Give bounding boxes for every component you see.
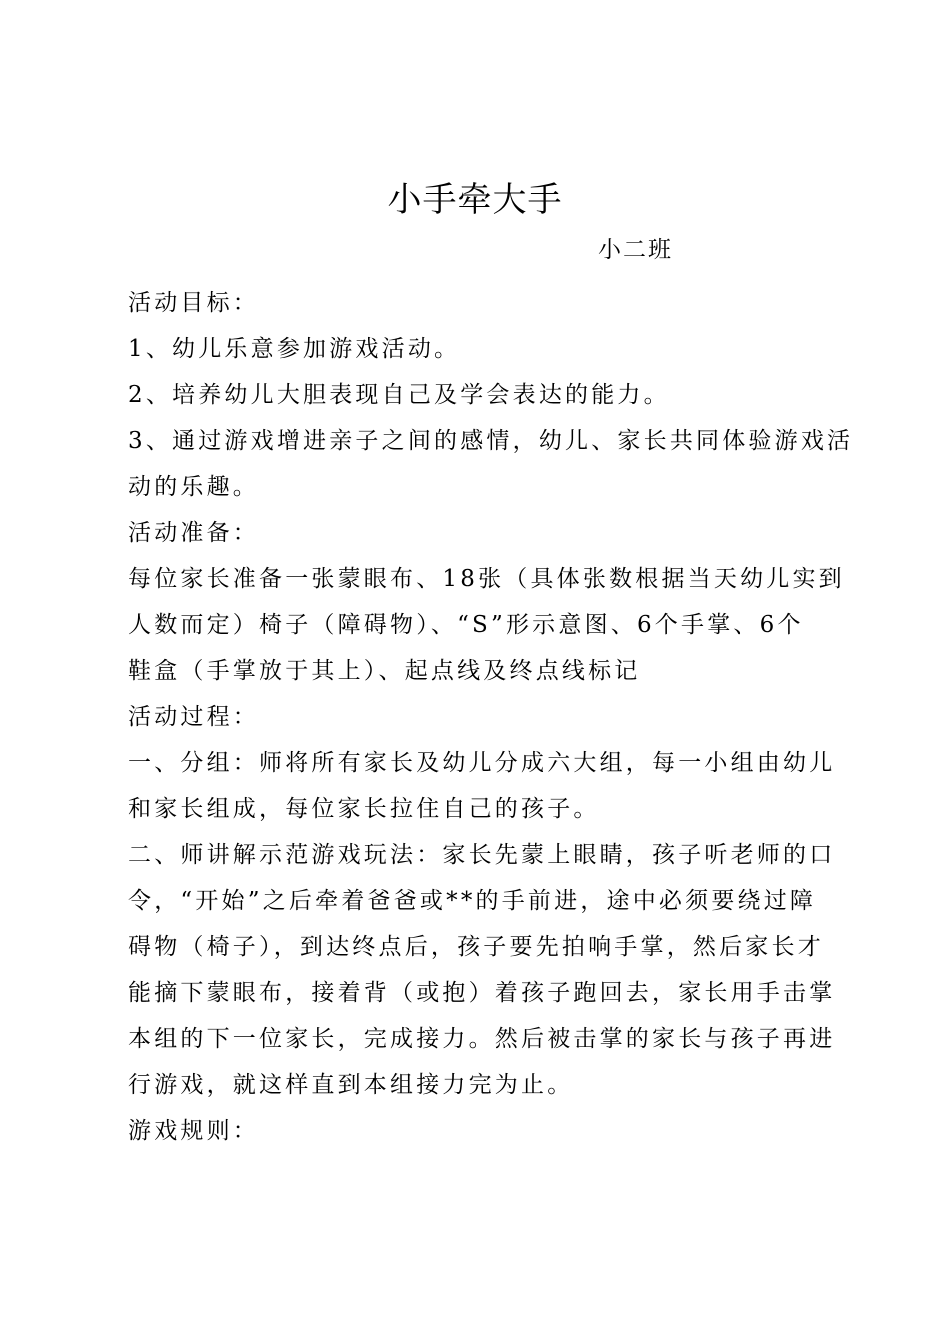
text-line: 2、培养幼儿大胆表现自己及学会表达的能力。 xyxy=(128,382,670,408)
text-line: 令，“开始”之后牵着爸爸或**的手前进，途中必须要绕过障 xyxy=(128,888,817,914)
text-line: 行游戏，就这样直到本组接力完为止。 xyxy=(128,1072,574,1098)
text-line: 碍物（椅子），到达终点后，孩子要先拍响手掌，然后家长才 xyxy=(128,934,824,960)
document-title: 小手牵大手 xyxy=(387,180,563,220)
document-body xyxy=(128,280,854,1154)
text-line: 每位家长准备一张蒙眼布、18张（具体张数根据当天幼儿实到 xyxy=(128,566,845,592)
text-line: 3、通过游戏增进亲子之间的感情，幼儿、家长共同体验游戏活 xyxy=(128,428,854,454)
section-heading-goals: 活动目标： xyxy=(128,290,259,316)
text-line: 鞋盒（手掌放于其上）、起点线及终点线标记 xyxy=(128,658,641,684)
text-line: 一、分组：师将所有家长及幼儿分成六大组，每一小组由幼儿 xyxy=(128,750,836,776)
text-line: 人数而定）椅子（障碍物）、“S”形示意图、6个手掌、6个 xyxy=(128,612,804,638)
section-heading-rules: 游戏规则： xyxy=(128,1118,259,1144)
text-line: 和家长组成，每位家长拉住自己的孩子。 xyxy=(128,796,600,822)
class-name: 小二班 xyxy=(598,237,673,263)
text-line: 本组的下一位家长，完成接力。然后被击掌的家长与孩子再进 xyxy=(128,1026,836,1052)
text-line: 动的乐趣。 xyxy=(128,474,259,500)
text-line: 1、幼儿乐意参加游戏活动。 xyxy=(128,336,461,362)
section-heading-preparation: 活动准备： xyxy=(128,520,259,546)
section-heading-process: 活动过程： xyxy=(128,704,259,730)
text-line: 能摘下蒙眼布，接着背（或抱）着孩子跑回去，家长用手击掌 xyxy=(128,980,836,1006)
text-line: 二、师讲解示范游戏玩法：家长先蒙上眼睛，孩子听老师的口 xyxy=(128,842,836,868)
